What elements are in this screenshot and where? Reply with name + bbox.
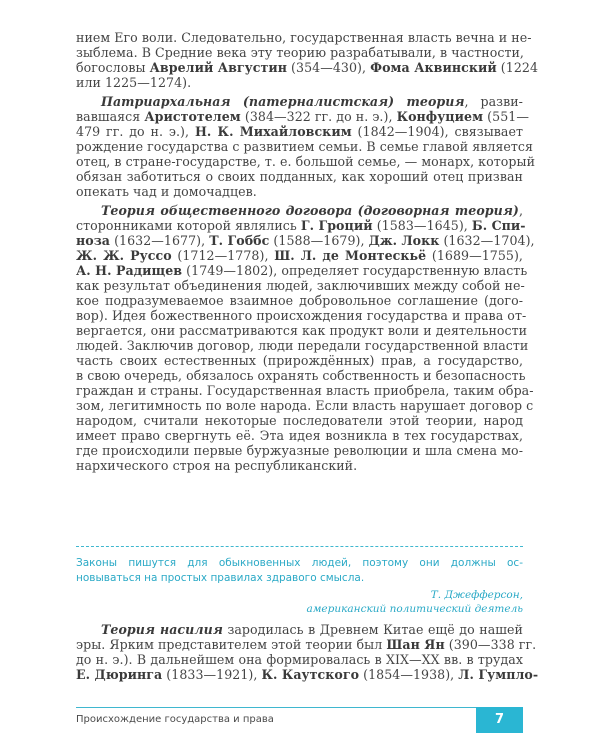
quote-author: Т. Джефферсон, (430, 589, 523, 601)
person-name: ноза (76, 233, 111, 248)
body-line: часть своих естественных (прирождённых) прав, а государство, (76, 353, 523, 368)
body-line: сторонниками которой являлись Г. Гроций (1583—1645), Б. Спи- (76, 218, 526, 233)
body-line: Патриархальная (патерналистская) теория, разви- (101, 94, 523, 109)
footer-divider (76, 707, 476, 708)
theory-term: Патриархальная (патерналистская) теория (101, 94, 465, 109)
quote-divider (76, 546, 523, 547)
body-line: до н. э.). В дальнейшем она формировалась в XIX—XX вв. в трудах (76, 652, 523, 667)
person-name: Дж. Локк (368, 233, 440, 248)
person-name: Е. Дюринга (76, 667, 163, 682)
body-line: как результат объединения людей, заключивших между собой не- (76, 278, 525, 293)
body-line: рождение государства с развитием семьи. В семье главой является (76, 139, 534, 154)
person-name: Б. Спи- (471, 218, 526, 233)
body-line: граждан и страны. Государственная власть приобрела, таким обра- (76, 383, 534, 398)
body-line: Е. Дюринга (1833—1921), К. Каутского (1854—1938), Л. Гумпло- (76, 667, 539, 682)
person-name: Л. Гумпло- (458, 667, 539, 682)
body-line: опекать чад и домочадцев. (76, 184, 257, 199)
body-line: Теория насилия зародилась в Древнем Китае ещё до нашей (101, 622, 523, 637)
body-line: 479 гг. до н. э.), Н. К. Михайловским (1842—1904), связывает (76, 124, 523, 139)
theory-term: Теория насилия (101, 622, 223, 637)
quote-text: Законы пишутся для обыкновенных людей, поэтому они должны ос- (76, 557, 523, 569)
body-line: или 1225—1274). (76, 75, 192, 90)
body-line: нархического строя на республиканский. (76, 458, 358, 473)
body-line: имеет право свергнуть её. Эта идея возникла в тех государствах, (76, 428, 523, 443)
body-line: обязан заботиться о своих подданных, как хороший отец призван (76, 169, 523, 184)
body-line: А. Н. Радищев (1749—1802), определяет государственную власть (76, 263, 528, 278)
page-number-badge: 7 (476, 707, 523, 733)
footer-section-title: Происхождение государства и права (76, 714, 274, 725)
body-line: ноза (1632—1677), Т. Гоббс (1588—1679), Дж. Локк (1632—1704), (76, 233, 535, 248)
person-name: Т. Гоббс (209, 233, 270, 248)
person-name: А. Н. Радищев (76, 263, 183, 278)
person-name: Аристотелем (144, 109, 241, 124)
person-name: Г. Гроций (300, 218, 373, 233)
body-line: народом, считали некоторые последователи этой теории, народ (76, 413, 523, 428)
body-line: отец, в стране-государстве, т. е. большой семье, — монарх, который (76, 154, 536, 169)
body-line: вавшаяся Аристотелем (384—322 гг. до н. э.), Конфуцием (551— (76, 109, 529, 124)
person-name: Шан Ян (386, 637, 445, 652)
body-line: эры. Ярким представителем этой теории был Шан Ян (390—338 гг. (76, 637, 537, 652)
theory-term: Теория общественного договора (договорная теория) (101, 203, 519, 218)
person-name: Аврелий Августин (149, 60, 287, 75)
body-line: вор). Идея божественного происхождения государства и права от- (76, 308, 527, 323)
quote-author-role: американский политический деятель (306, 603, 523, 615)
body-line: Ж. Ж. Руссо (1712—1778), Ш. Л. де Монтескьё (1689—1755), (76, 248, 523, 263)
body-line: Теория общественного договора (договорная теория), (101, 203, 523, 218)
person-name: Конфуцием (396, 109, 484, 124)
person-name: Ж. Ж. Руссо (76, 248, 172, 263)
quote-text: новываться на простых правилах здравого смысла. (76, 572, 365, 584)
body-line: людей. Заключив договор, люди передали государственной власти (76, 338, 529, 353)
body-line: в свою очередь, обязалось охранять собственность и безопасность (76, 368, 526, 383)
body-line: кое подразумеваемое взаимное добровольное соглашение (дого- (76, 293, 523, 308)
body-line: вергается, они рассматриваются как продукт воли и деятельности (76, 323, 528, 338)
person-name: К. Каутского (261, 667, 360, 682)
body-line: богословы Аврелий Августин (354—430), Фома Аквинский (1224 (76, 60, 539, 75)
person-name: Ш. Л. де Монтескьё (274, 248, 427, 263)
person-name: Фома Аквинский (370, 60, 497, 75)
body-line: где происходили первые буржуазные революции и шла смена мо- (76, 443, 523, 458)
body-line: нием Его воли. Следовательно, государственная власть вечна и не- (76, 30, 532, 45)
person-name: Н. К. Михайловским (194, 124, 352, 139)
body-line: зыблема. В Средние века эту теорию разрабатывали, в частности, (76, 45, 524, 60)
body-line: зом, легитимность по воле народа. Если власть нарушает договор с (76, 398, 534, 413)
